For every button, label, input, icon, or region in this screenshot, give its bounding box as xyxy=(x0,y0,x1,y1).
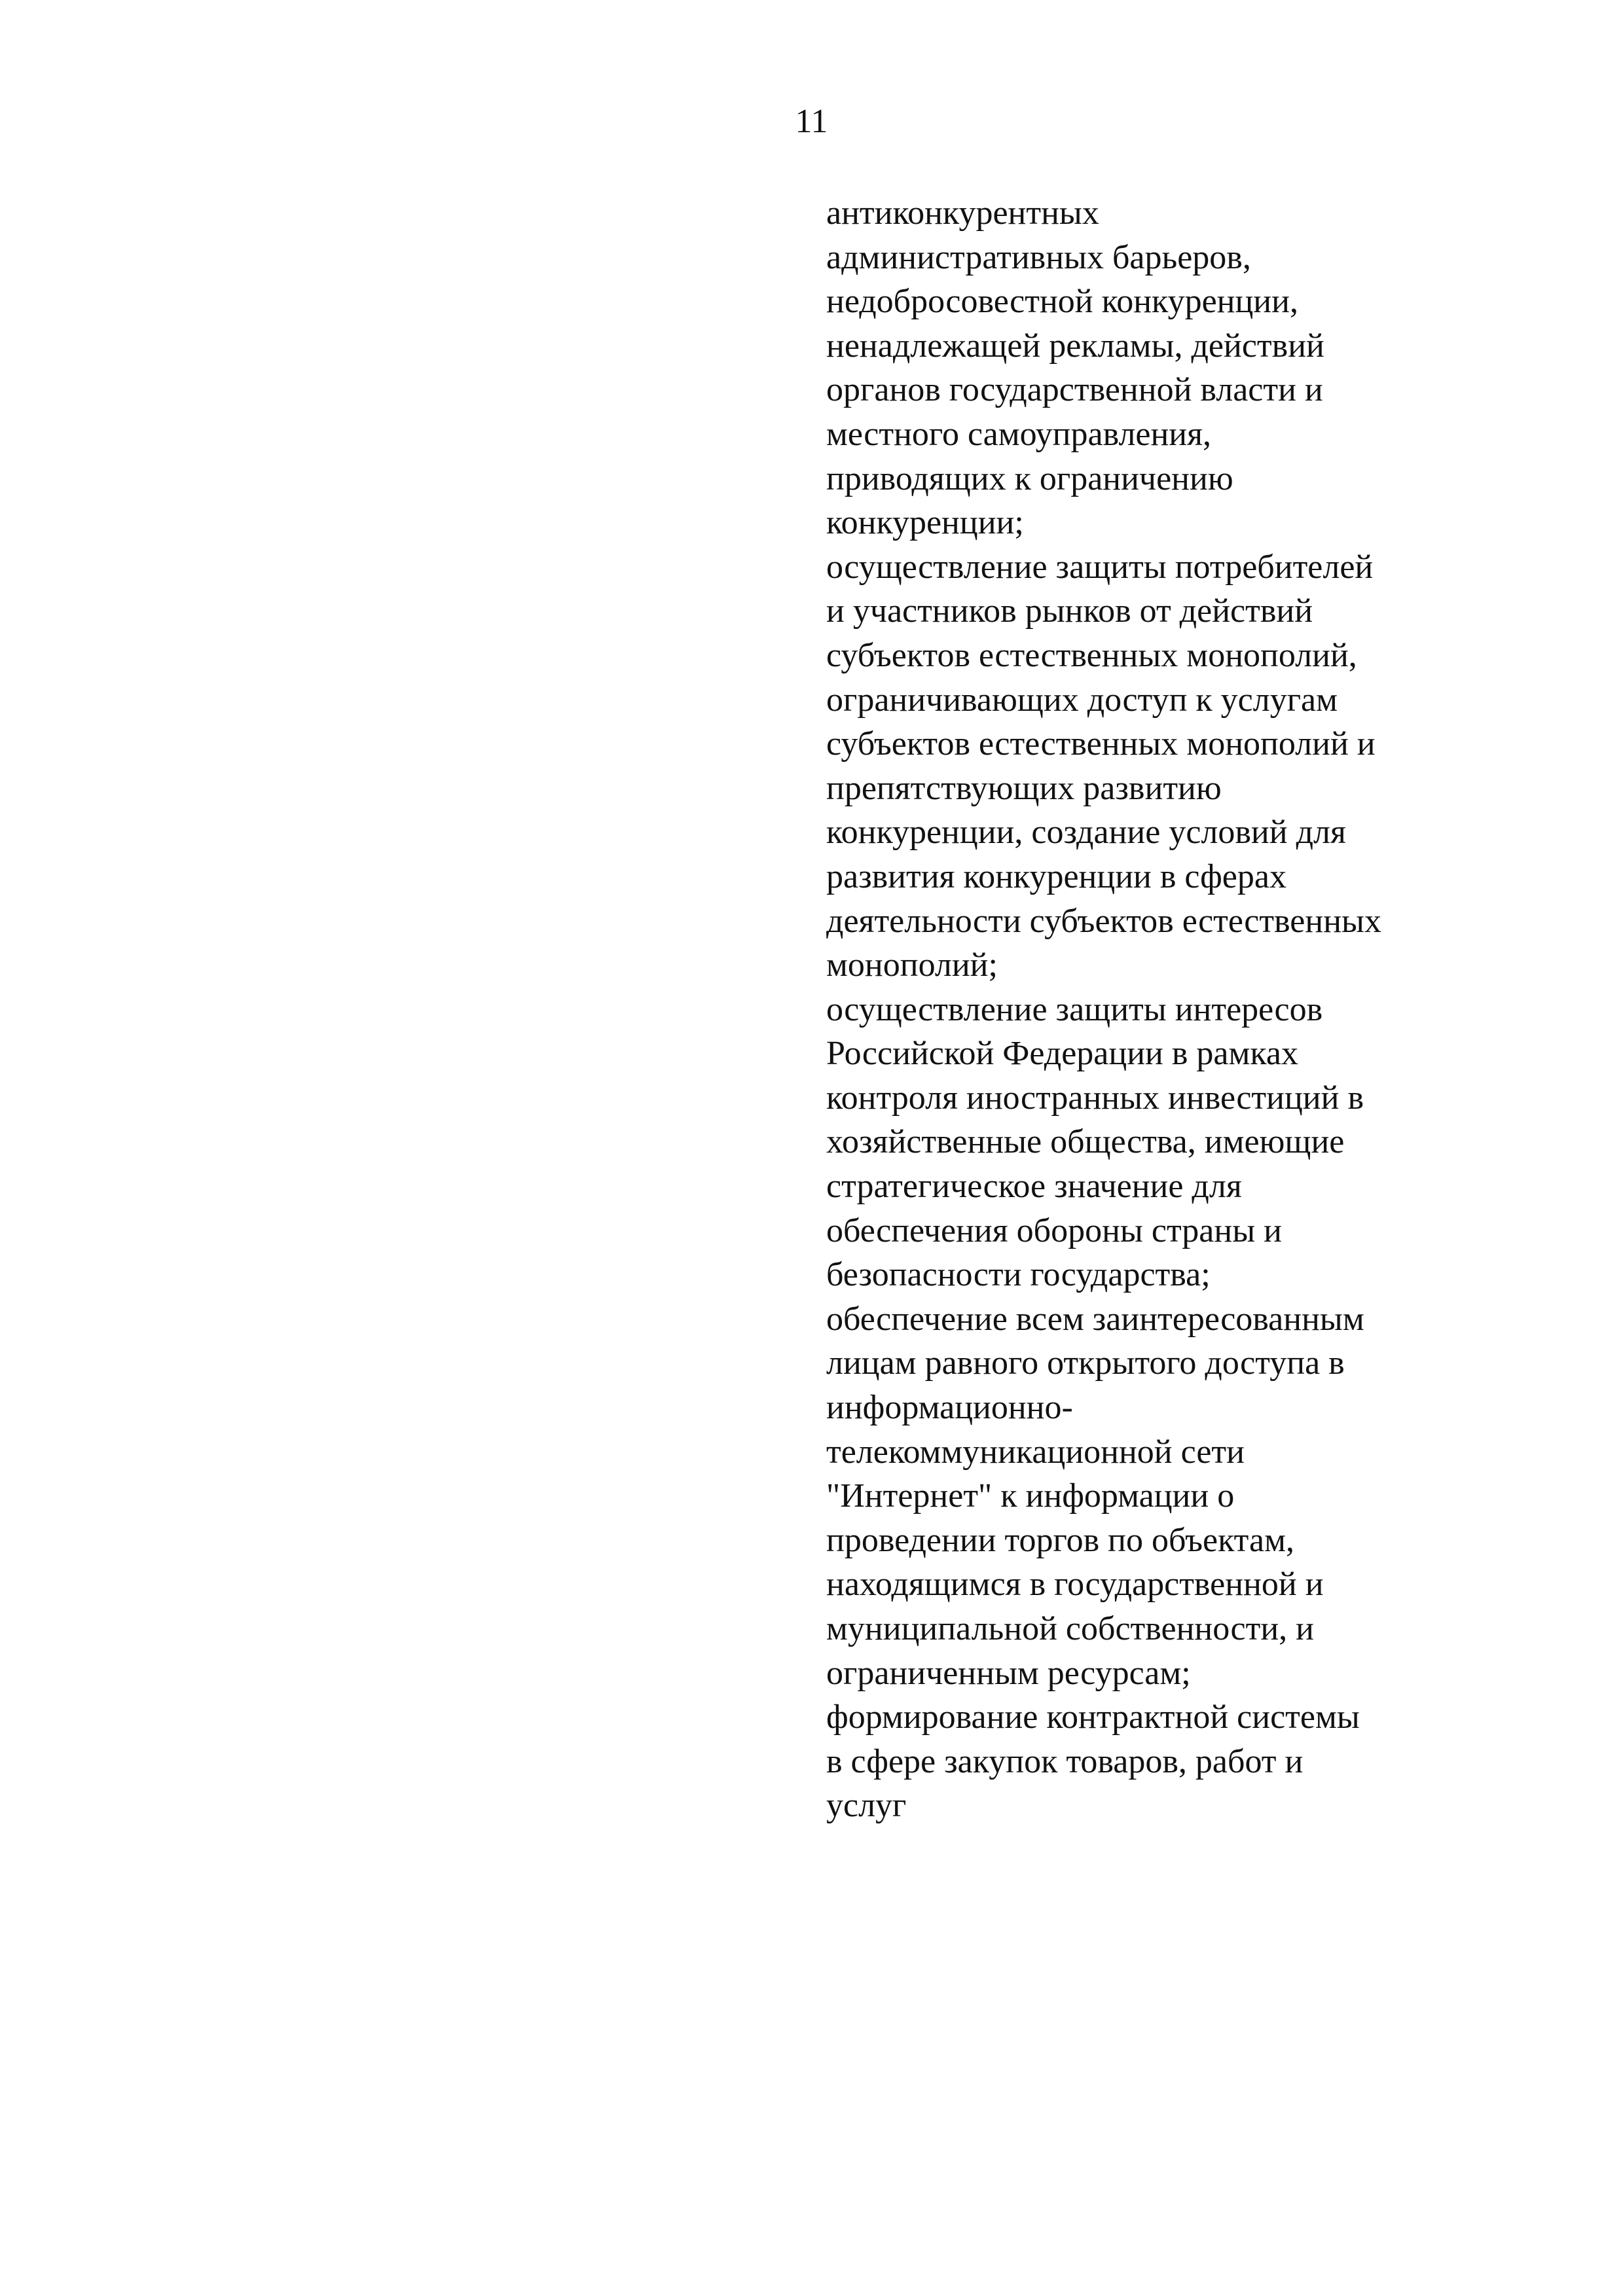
text-line: проведении торгов по объектам, xyxy=(826,1521,1294,1559)
text-line: местного самоуправления, xyxy=(826,415,1212,453)
text-column xyxy=(826,191,1481,1828)
text-line: телекоммуникационной сети xyxy=(826,1433,1245,1471)
text-line: препятствующих развитию xyxy=(826,769,1222,807)
text-line: формирование контрактной системы xyxy=(826,1698,1360,1736)
text-line: безопасности государства; xyxy=(826,1256,1211,1294)
text-line: информационно- xyxy=(826,1389,1073,1427)
text-line: субъектов естественных монополий, xyxy=(826,636,1357,674)
text-line: антиконкурентных xyxy=(826,194,1099,232)
text-line: находящимся в государственной и xyxy=(826,1566,1324,1604)
text-line: административных барьеров, xyxy=(826,238,1251,276)
text-line: в сфере закупок товаров, работ и xyxy=(826,1742,1304,1780)
text-line: лицам равного открытого доступа в xyxy=(826,1344,1345,1382)
text-line: ненадлежащей рекламы, действий xyxy=(826,327,1324,365)
text-line: осуществление защиты интересов xyxy=(826,990,1323,1028)
text-line: услуг xyxy=(826,1787,907,1825)
text-line: хозяйственные общества, имеющие xyxy=(826,1123,1345,1161)
text-line: стратегическое значение для xyxy=(826,1168,1242,1206)
text-line: субъектов естественных монополий и xyxy=(826,725,1376,763)
text-line: Российской Федерации в рамках xyxy=(826,1035,1298,1073)
text-line: монополий; xyxy=(826,946,998,984)
page-number: 11 xyxy=(795,103,828,140)
text-line: приводящих к ограничению xyxy=(826,459,1233,497)
text-line: органов государственной власти и xyxy=(826,371,1323,409)
text-line: "Интернет" к информации о xyxy=(826,1477,1235,1515)
text-line: конкуренции; xyxy=(826,504,1024,542)
text-line: конкуренции, создание условий для xyxy=(826,814,1346,852)
text-line: развития конкуренции в сферах xyxy=(826,857,1286,895)
text-line: ограниченным ресурсам; xyxy=(826,1654,1191,1692)
text-line: ограничивающих доступ к услугам xyxy=(826,681,1338,719)
text-line: обеспечения обороны страны и xyxy=(826,1211,1282,1249)
text-line: деятельности субъектов естественных xyxy=(826,902,1381,940)
text-line: осуществление защиты потребителей xyxy=(826,548,1374,586)
text-line: недобросовестной конкуренции, xyxy=(826,283,1298,321)
text-line: контроля иностранных инвестиций в xyxy=(826,1079,1364,1117)
text-line: муниципальной собственности, и xyxy=(826,1610,1314,1647)
text-line: обеспечение всем заинтересованным xyxy=(826,1300,1364,1338)
text-line: и участников рынков от действий xyxy=(826,592,1313,630)
